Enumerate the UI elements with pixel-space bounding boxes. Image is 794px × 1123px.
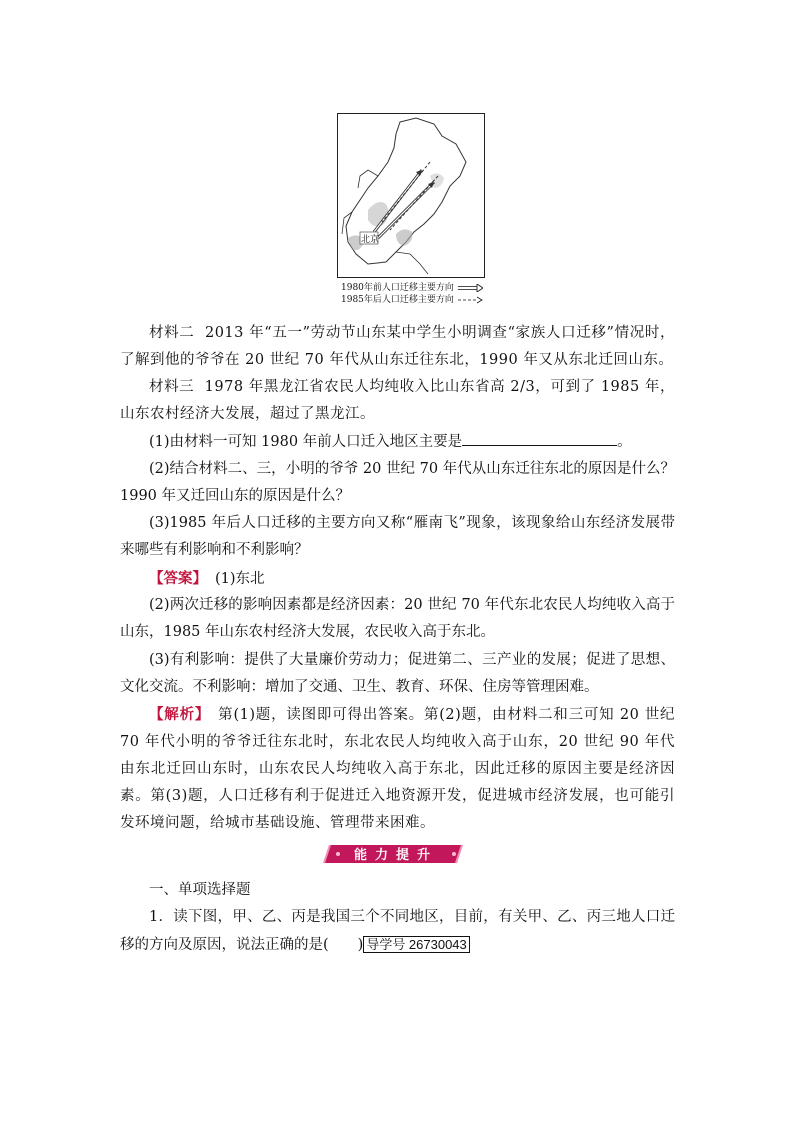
answer-1 (120, 565, 675, 593)
dashed-arrow-icon (457, 296, 483, 304)
choice-question-1-text: 1．读下图，甲、乙、丙是我国三个不同地区，目前，有关甲、乙、丙三地人口迁移的方向及原因，说法正确的是( ) (120, 909, 675, 953)
northeast-map-drawing (338, 114, 484, 277)
answer-2: (2)两次迁移的影响因素都是经济因素：20 世纪 70 年代东北农民人均纯收入高于山东，1985 年山东农村经济大发展，农民收入高于东北。 (120, 597, 675, 640)
question-1 (120, 429, 675, 456)
double-arrow-icon (457, 284, 483, 292)
analysis-text: 第(1)题，读图即可得出答案。第(2)题，由材料二和三可知 20 世纪 70 年代小明的爷爷迁往东北时，东北农民人均纯收入高于山东，20 世纪 90 年代由东北迁回山东时，山东农民人均纯收入高于东北，因此迁移的原因主要是经济因素。第(3)题，人口迁移有利于促进迁入地资源开发，促进城市经济发展，也可能引发环境问题，给城市基础设施、管理带来困难。 (120, 707, 675, 831)
migration-map (337, 113, 485, 278)
material-3-text: 1978 年黑龙江省农民人均纯收入比山东省高 2/3，可到了 1985 年，山东农村经济大发展，超过了黑龙江。 (120, 379, 676, 422)
material-3-label: 材料三 (149, 379, 195, 395)
material-2-text: 2013 年“五一”劳动节山东某中学生小明调查“家族人口迁移”情况时，了解到他的爷爷在 20 世纪 70 年代从山东迁往东北，1990 年又从东北迁回山东。 (120, 325, 676, 368)
question-1-text: (1)由材料一可知 1980 年前人口迁入地区主要是 (149, 434, 463, 450)
choice-question-1 (120, 904, 675, 959)
answer-1-text: (1)东北 (215, 571, 265, 587)
legend-1985-label: 1985年后人口迁移主要方向 (341, 295, 454, 305)
legend-1985 (341, 294, 483, 306)
banner-title: 能力提升 (353, 848, 438, 863)
map-legend (341, 282, 483, 306)
answer-3: (3)有利影响：提供了大量廉价劳动力；促进第二、三产业的发展；促进了思想、文化交流。不利影响：增加了交通、卫生、教育、环保、住房等管理困难。 (120, 652, 675, 695)
question-3: (3)1985 年后人口迁移的主要方向又称“雁南飞”现象，该现象给山东经济发展带来哪些有利影响和不利影响？ (120, 515, 675, 558)
map-city-label: 北京 (361, 235, 380, 245)
ability-banner (322, 843, 470, 865)
answer-tag: 【答案】 (149, 570, 207, 587)
question-1-end: 。 (617, 434, 632, 450)
material-2-label: 材料二 (149, 325, 195, 341)
legend-1980-label: 1980年前人口迁移主要方向 (341, 283, 454, 293)
answer-blank[interactable] (462, 431, 617, 446)
material-3 (120, 374, 675, 428)
guide-number: 导学号 26730043 (363, 936, 469, 953)
section-heading: 一、单项选择题 (149, 882, 251, 898)
question-2: (2)结合材料二、三，小明的爷爷 20 世纪 70 年代从山东迁往东北的原因是什么？1990 年又迁回山东的原因是什么？ (120, 461, 675, 504)
legend-1980 (341, 282, 483, 294)
analysis (120, 701, 675, 837)
material-2 (120, 320, 675, 374)
analysis-tag: 【解析】 (149, 706, 211, 723)
